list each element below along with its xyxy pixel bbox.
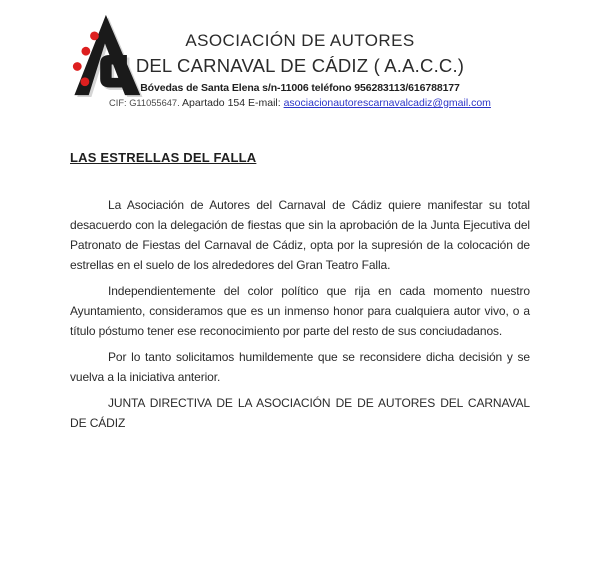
letterhead xyxy=(0,0,600,110)
org-email-link[interactable]: asociacionautorescarnavalcadiz@gmail.com xyxy=(283,97,491,109)
org-address: Bóvedas de Santa Elena s/n-11006 teléfono 956283113/616788177 xyxy=(140,82,460,94)
paragraph-3: Por lo tanto solicitamos humildemente que se reconsidere dicha decisión y se vuelva a la iniciativa anterior. xyxy=(70,350,530,384)
org-apartado-label: Apartado 154 E-mail: xyxy=(182,97,281,109)
letter-paragraphs xyxy=(70,195,530,433)
paragraph-1: La Asociación de Autores del Carnaval de Cádiz quiere manifestar su total desacuerdo con la delegación de fiestas que sin la aprobación de la Junta Ejecutiva del Patronato de Fiestas del Carnaval de Cádiz, opta por la supresión de la colocación de estrellas en el suelo de los alrededores del Gran Teatro Falla. xyxy=(70,198,530,272)
paragraph-2: Independientemente del color político que rija en cada momento nuestro Ayuntamiento, consideramos que es un inmenso honor para cualquiera autor vivo, o a título póstumo tener ese reconocimiento por parte del resto de sus conciudadanos. xyxy=(70,284,530,338)
aacc-logo-icon xyxy=(62,13,146,97)
paragraph-signature: JUNTA DIRECTIVA DE LA ASOCIACIÓN DE DE AUTORES DEL CARNAVAL DE CÁDIZ xyxy=(70,396,530,430)
letter-body xyxy=(0,150,600,433)
org-contact-line xyxy=(0,97,600,110)
org-name-line1: ASOCIACIÓN DE AUTORES xyxy=(185,31,415,50)
org-name-line2: DEL CARNAVAL DE CÁDIZ ( A.A.C.C.) xyxy=(135,55,465,76)
letter-title: LAS ESTRELLAS DEL FALLA xyxy=(70,150,257,165)
org-cif: CIF: G11055647. xyxy=(109,98,180,108)
